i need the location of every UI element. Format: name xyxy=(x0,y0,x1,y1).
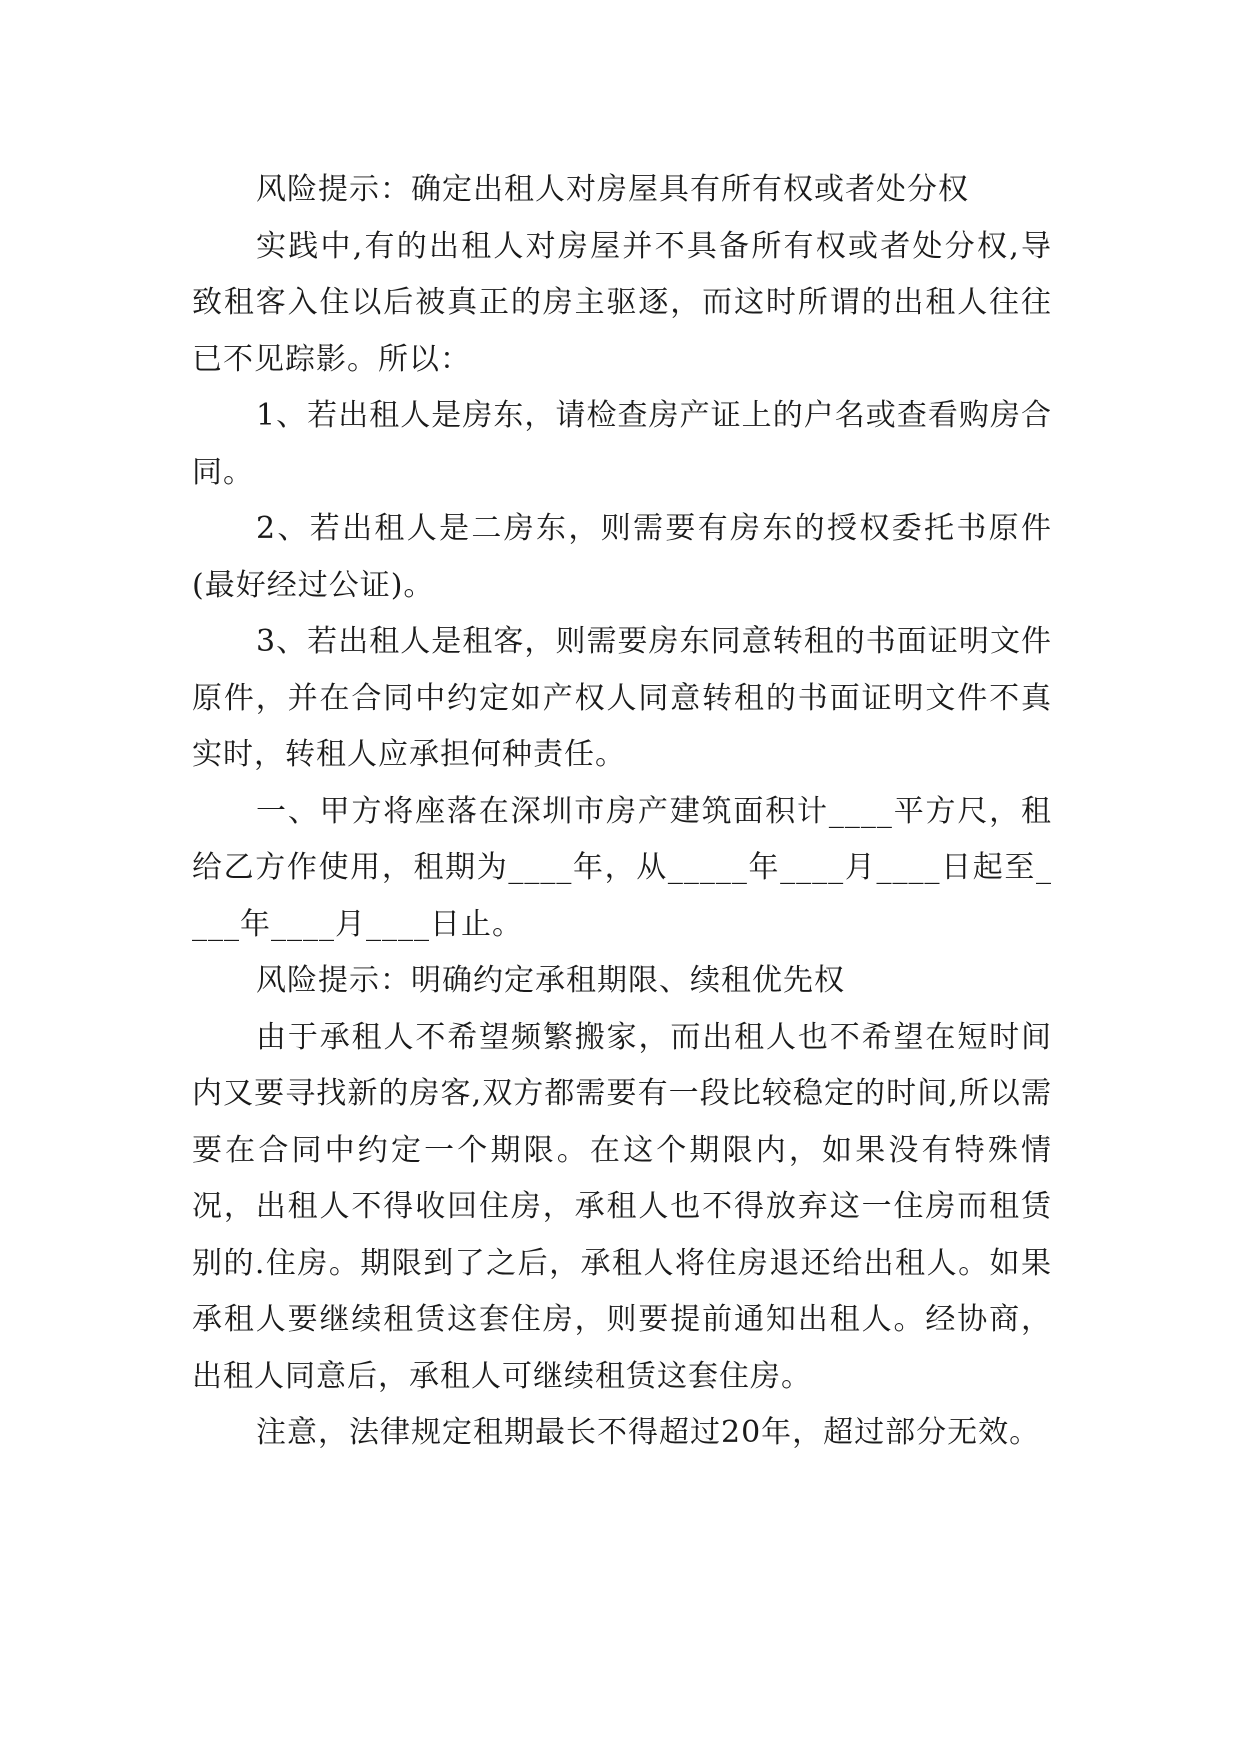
risk-tip-ownership-heading: 风险提示：确定出租人对房屋具有所有权或者处分权 xyxy=(256,172,969,207)
tenant-sublet-check-item: 3、若出租人是租客，则需要房东同意转租的书面证明文件原件，并在合同中约定如产权人同意转租的书面证明文件不真实时，转租人应承担何种责任。 xyxy=(192,624,1052,772)
risk-tip-lease-period-heading: 风险提示：明确约定承租期限、续租优先权 xyxy=(256,963,845,998)
lease-period-explanation-paragraph: 由于承租人不希望频繁搬家，而出租人也不希望在短时间内又要寻找新的房客,双方都需要有一段比较稳定的时间,所以需要在合同中约定一个期限。在这个期限内，如果没有特殊情况，出租人不得收回住房，承租人也不得放弃这一住房而租赁别的.住房。期限到了之后，承租人将住房退还给出租人。如果承租人要继续租赁这套住房，则要提前通知出租人。经协商，出租人同意后，承租人可继续租赁这套住房。 xyxy=(192,1019,1052,1394)
document-body xyxy=(192,162,1052,1462)
legal-max-term-note: 注意，法律规定租期最长不得超过20年，超过部分无效。 xyxy=(256,1415,1041,1450)
landlord-check-item: 1、若出租人是房东，请检查房产证上的户名或查看购房合同。 xyxy=(192,398,1052,490)
clause-one-lease-term: 一、甲方将座落在深圳市房产建筑面积计____平方尺，租给乙方作使用，租期为____年，从_____年____月____日起至____年____月____日止。 xyxy=(192,793,1052,942)
sublandlord-check-item: 2、若出租人是二房东，则需要有房东的授权委托书原件(最好经过公证)。 xyxy=(192,511,1052,603)
ownership-explanation-paragraph: 实践中,有的出租人对房屋并不具备所有权或者处分权,导致租客入住以后被真正的房主驱逐，而这时所谓的出租人往往已不见踪影。所以： xyxy=(192,228,1052,377)
